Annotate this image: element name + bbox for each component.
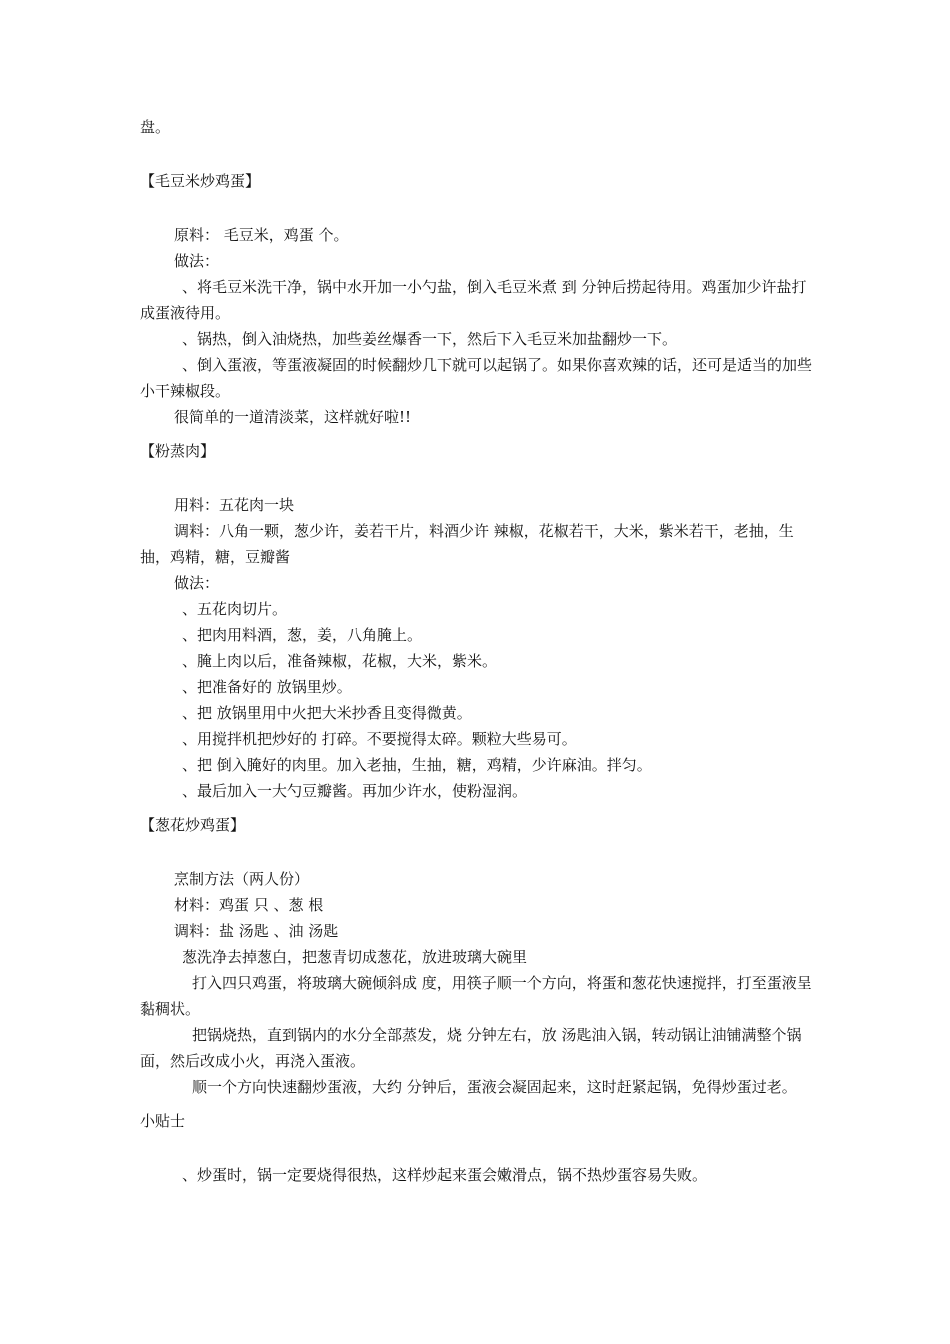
recipe-scallion-egg-method-heading: 烹制方法（两人份） xyxy=(174,870,310,888)
recipe-steamed-pork-step: 、把肉用料酒，葱，姜，八角腌上。 xyxy=(182,626,423,644)
recipe-steamed-pork-step: 、把 放锅里用中火把大米抄香且变得微黄。 xyxy=(182,704,472,722)
recipe-steamed-pork-seasoning: 调料：八角一颗，葱少许，姜若干片，料酒少许 辣椒，花椒若干，大米，紫米若干，老抽，生抽，鸡精，糖，豆瓣酱 xyxy=(140,522,794,566)
recipe-edamame-step: 、锅热，倒入油烧热，加些姜丝爆香一下，然后下入毛豆米加盐翻炒一下。 xyxy=(182,330,678,348)
recipe-steamed-pork-ingredients: 用料：五花肉一块 xyxy=(174,496,295,514)
recipe-edamame-title: 【毛豆米炒鸡蛋】 xyxy=(140,172,261,190)
intro-tail-line: 盘。 xyxy=(140,118,171,136)
tips-title: 小贴士 xyxy=(140,1112,186,1130)
recipe-steamed-pork-title: 【粉蒸肉】 xyxy=(140,442,216,460)
recipe-edamame-step: 、倒入蛋液，等蛋液凝固的时候翻炒几下就可以起锅了。如果你喜欢辣的话，还可是适当的加些小干辣椒段。 xyxy=(140,356,813,400)
recipe-steamed-pork-step: 、五花肉切片。 xyxy=(182,600,288,618)
recipe-scallion-egg-step: 把锅烧热，直到锅内的水分全部蒸发，烧 分钟左右，放 汤匙油入锅，转动锅让油铺满整个锅面，然后改成小火，再浇入蛋液。 xyxy=(140,1026,802,1070)
recipe-edamame-step: 、将毛豆米洗干净，锅中水开加一小勺盐，倒入毛豆米煮 到 分钟后捞起待用。鸡蛋加少许盐打成蛋液待用。 xyxy=(140,278,807,322)
document-body xyxy=(140,114,812,1188)
recipe-scallion-egg-title: 【葱花炒鸡蛋】 xyxy=(140,816,246,834)
recipe-steamed-pork-step: 、腌上肉以后，准备辣椒，花椒，大米，紫米。 xyxy=(182,652,498,670)
recipe-edamame-ingredients: 原料： 毛豆米，鸡蛋 个。 xyxy=(174,226,349,244)
recipe-edamame-method-label: 做法： xyxy=(174,252,220,270)
recipe-steamed-pork-step: 、把准备好的 放锅里炒。 xyxy=(182,678,352,696)
recipe-steamed-pork-step: 、用搅拌机把炒好的 打碎。不要搅得太碎。颗粒大些易可。 xyxy=(182,730,577,748)
recipe-scallion-egg-step: 顺一个方向快速翻炒蛋液，大约 分钟后，蛋液会凝固起来，这时赶紧起锅，免得炒蛋过老。 xyxy=(192,1078,797,1096)
recipe-scallion-egg-step: 葱洗净去掉葱白，把葱青切成葱花，放进玻璃大碗里 xyxy=(182,948,528,966)
recipe-scallion-egg-step: 打入四只鸡蛋，将玻璃大碗倾斜成 度，用筷子顺一个方向，将蛋和葱花快速搅拌，打至蛋液呈黏稠状。 xyxy=(140,974,812,1018)
tips-item: 、炒蛋时，锅一定要烧得很热，这样炒起来蛋会嫩滑点，锅不热炒蛋容易失败。 xyxy=(182,1166,708,1184)
recipe-steamed-pork-step: 、最后加入一大勺豆瓣酱。再加少许水，使粉湿润。 xyxy=(182,782,528,800)
recipe-scallion-egg-materials: 材料：鸡蛋 只 、葱 根 xyxy=(174,896,324,914)
recipe-scallion-egg-seasoning: 调料：盐 汤匙 、油 汤匙 xyxy=(174,922,339,940)
recipe-steamed-pork-step: 、把 倒入腌好的肉里。加入老抽，生抽，糖，鸡精，少许麻油。拌匀。 xyxy=(182,756,652,774)
recipe-edamame-closing: 很简单的一道清淡菜，这样就好啦!! xyxy=(174,408,412,426)
recipe-steamed-pork-method-label: 做法： xyxy=(174,574,220,592)
